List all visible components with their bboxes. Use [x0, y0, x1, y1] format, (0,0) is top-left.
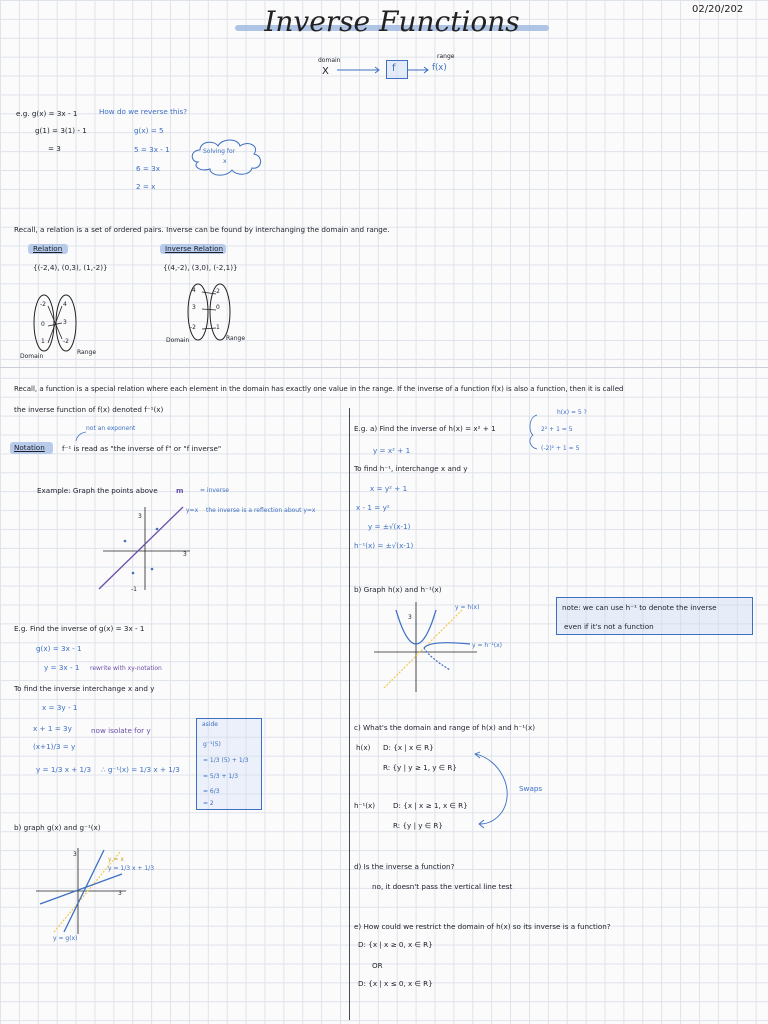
page-date: 02/20/202: [692, 4, 744, 15]
right-y1: y = x² + 1: [373, 446, 411, 455]
example-y-tick: 3: [138, 513, 142, 520]
notation-text: f⁻¹ is read as "the inverse of f" or "f inverse": [62, 444, 222, 453]
graph-b-gx-label: y = g(x): [53, 935, 78, 942]
eg2-b2-note: now isolate for y: [91, 726, 151, 735]
right-e-or: OR: [372, 961, 383, 970]
column-divider: [349, 408, 350, 1020]
relation-label: Relation: [33, 244, 63, 253]
inv-domain-2: 3: [192, 304, 196, 311]
right-e1: D: {x | x ≥ 0, x ∈ R}: [358, 940, 433, 949]
notation-note-arrow: [72, 430, 88, 444]
right-hinv-range: R: {y | y ∈ R}: [393, 821, 443, 830]
eg2-b3: (x+1)/3 = y: [33, 742, 76, 751]
note-line-2: even if it's not a function: [564, 622, 654, 631]
inv-domain-3: -2: [190, 324, 196, 331]
inverse-relation-set: {(4,-2), (3,0), (-2,1)}: [163, 263, 238, 272]
right-hinv-domain: D: {x | x ≥ 1, x ∈ R}: [393, 801, 468, 810]
notation-note: not an exponent: [86, 425, 136, 432]
relation-set: {(-2,4), (0,3), (1,-2)}: [33, 263, 108, 272]
graph-b-y-tick: 3: [73, 851, 77, 858]
eg1-step3: 6 = 3x: [136, 164, 160, 173]
eg1-step2: 5 = 3x - 1: [134, 145, 170, 154]
legend-text: = inverse: [200, 487, 229, 494]
aside-line-2: = 1/3 (5) + 1/3: [203, 757, 249, 764]
eg1-line3: = 3: [48, 144, 61, 153]
example-neg-tick: -1: [131, 586, 137, 593]
aside-line-4: = 6/3: [203, 788, 220, 795]
right-c2: x - 1 = y²: [356, 503, 390, 512]
side-note-3: (-2)² + 1 = 5: [541, 445, 580, 452]
recall-function-line1: Recall, a function is a special relation where each element in the domain has exactly one value in the range. If the inverse of a function f(x) is also a function, then it is called: [14, 385, 624, 393]
right-d-question: d) Is the inverse a function?: [354, 862, 455, 871]
swaps-arrow: [470, 750, 520, 830]
swaps-label: Swaps: [519, 784, 543, 793]
rel-domain-label: Domain: [20, 353, 44, 360]
relation-diagram: [30, 293, 90, 355]
graph-b: [34, 846, 144, 936]
right-h-domain: D: {x | x ∈ R}: [383, 743, 434, 752]
inv-domain-1: 4: [192, 287, 196, 294]
aside-title: aside: [202, 721, 218, 728]
aside-line-5: = 2: [203, 800, 214, 807]
mapping-fx: f(x): [432, 63, 447, 73]
example-x-tick: 3: [183, 551, 187, 558]
eg2-b1: x = 3y - 1: [42, 703, 78, 712]
eg1-question: How do we reverse this?: [99, 107, 188, 116]
recall-function-line2: the inverse function of f(x) denoted f⁻¹(x): [14, 405, 164, 414]
mapping-domain-label: domain: [318, 57, 341, 64]
eg2-a2: y = 3x - 1: [44, 663, 80, 672]
rel-range-2: 3: [63, 319, 67, 326]
aside-line-3: = 5/3 + 1/3: [203, 773, 239, 780]
example-reflection-note: the inverse is a reflection about y=x: [206, 507, 316, 514]
function-box: [386, 60, 408, 79]
inv-range-label: Range: [226, 335, 246, 342]
eg2-a2-note: rewrite with xy-notation: [90, 665, 162, 672]
example-graph: [95, 505, 195, 595]
graph-b-inverse-label: y = 1/3 x + 1/3: [108, 865, 155, 872]
graph-b-yx-label: y = x: [108, 856, 124, 863]
graph-h: [372, 600, 482, 695]
rel-domain-2: 0: [41, 321, 45, 328]
example-graph-text: Example: Graph the points above: [37, 486, 158, 495]
side-note-1: h(x) = 5 ?: [557, 409, 587, 416]
eg1-step4: 2 = x: [136, 182, 156, 191]
right-c-question: c) What's the domain and range of h(x) and h⁻¹(x): [354, 723, 536, 732]
rel-domain-3: 1: [41, 338, 45, 345]
right-h-label: h(x): [356, 743, 371, 752]
right-h-range: R: {y | y ≥ 1, y ∈ R}: [383, 763, 457, 772]
right-hinv-label: h⁻¹(x): [354, 801, 376, 810]
section-divider: [0, 367, 768, 368]
aside-line-1: g⁻¹(5): [203, 741, 221, 748]
notation-label: Notation: [14, 443, 45, 452]
cloud-text-2: x: [223, 158, 227, 165]
cloud-callout: [188, 138, 268, 178]
eg1-line2: g(1) = 3(1) - 1: [35, 126, 87, 135]
eg2-text2: To find the inverse interchange x and y: [14, 684, 155, 693]
side-note-bracket: [525, 413, 539, 451]
rel-range-3: -2: [63, 338, 69, 345]
inv-range-3: 1: [216, 324, 220, 331]
eg2-title: E.g. Find the inverse of g(x) = 3x - 1: [14, 624, 145, 633]
right-d-answer: no, it doesn't pass the vertical line test: [372, 882, 513, 891]
eg2-b4b: ∴ g⁻¹(x) = 1/3 x + 1/3: [101, 765, 180, 774]
side-note-2: 2² + 1 = 5: [541, 426, 573, 433]
right-e2: D: {x | x ≤ 0, x ∈ R}: [358, 979, 433, 988]
inverse-relation-label: Inverse Relation: [165, 244, 224, 253]
eg2-a1: g(x) = 3x - 1: [36, 644, 82, 653]
right-eg-a: E.g. a) Find the inverse of h(x) = x² + 1: [354, 424, 496, 433]
recall-relation-text: Recall, a relation is a set of ordered pairs. Inverse can be found by interchanging the domain and range.: [14, 225, 390, 234]
eg1-step1: g(x) = 5: [134, 126, 164, 135]
rel-domain-1: -2: [40, 301, 46, 308]
right-c3: y = ±√(x-1): [368, 522, 411, 531]
graph-b-x-tick: 3: [118, 890, 122, 897]
inv-range-1: -2: [214, 288, 220, 295]
page-title: Inverse Functions: [264, 5, 520, 38]
cloud-text-1: Solving for: [203, 148, 236, 155]
eg1-line1: e.g. g(x) = 3x - 1: [16, 109, 78, 118]
right-tofind: To find h⁻¹, interchange x and y: [354, 464, 468, 473]
right-b-title: b) Graph h(x) and h⁻¹(x): [354, 585, 442, 594]
mapping-f: f: [392, 63, 396, 74]
example-yx-label: y=x: [186, 507, 199, 514]
rel-range-1: 4: [63, 301, 67, 308]
inv-domain-label: Domain: [166, 337, 190, 344]
right-c4: h⁻¹(x) = ±√(x-1): [354, 541, 414, 550]
note-line-1: note: we can use h⁻¹ to denote the inverse: [562, 603, 717, 612]
inv-range-2: 0: [216, 304, 220, 311]
graph-hinv-label: y = h⁻¹(x): [472, 642, 502, 649]
graph-h-label: y = h(x): [455, 604, 480, 611]
right-e-question: e) How could we restrict the domain of h(x) so its inverse is a function?: [354, 922, 611, 931]
eg2-b4: y = 1/3 x + 1/3: [36, 765, 92, 774]
rel-range-label: Range: [77, 349, 97, 356]
legend-key: m: [176, 486, 184, 495]
mapping-arrows: [335, 60, 435, 80]
mapping-x: X: [322, 66, 329, 77]
eg2-b2: x + 1 = 3y: [33, 724, 72, 733]
right-c1: x = y² + 1: [370, 484, 408, 493]
graph-h-tick: 3: [408, 614, 412, 621]
mapping-range-label: range: [437, 53, 455, 60]
graph-b-title: b) graph g(x) and g⁻¹(x): [14, 823, 101, 832]
